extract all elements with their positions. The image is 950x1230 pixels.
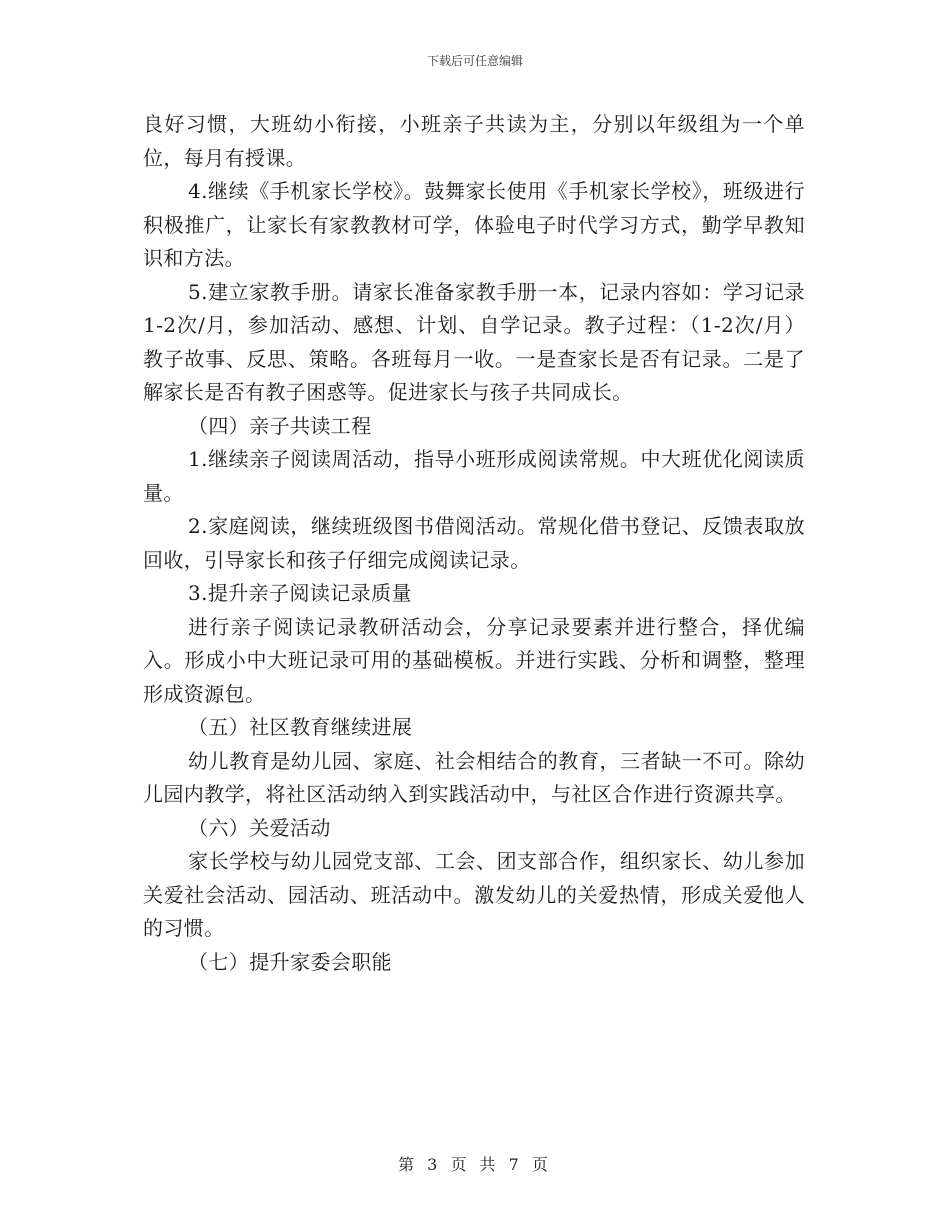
paragraph-6: 2.家庭阅读，继续班级图书借阅活动。常规化借书登记、反馈表取放回收，引导家长和孩子仔细完成阅读记录。 <box>143 514 805 572</box>
page-header: 下载后可任意编辑 <box>426 54 523 68</box>
paragraph-5: 1.继续亲子阅读周活动，指导小班形成阅读常规。中大班优化阅读质量。 <box>143 447 805 505</box>
page-footer: 第 3 页 共 7 页 <box>398 1155 552 1174</box>
paragraph-7: 3.提升亲子阅读记录质量 <box>188 581 412 605</box>
document-body <box>143 108 805 979</box>
section-heading-5: （五）社区教育继续进展 <box>188 715 413 739</box>
paragraph-1: 良好习惯，大班幼小衔接，小班亲子共读为主，分别以年级组为一个单位，每月有授课。 <box>143 112 805 170</box>
section-heading-4: （四）亲子共读工程 <box>188 413 372 438</box>
section-heading-7: （七）提升家委会职能 <box>188 949 392 974</box>
paragraph-12: 家长学校与幼儿园党支部、工会、团支部合作，组织家长、幼儿参加关爱社会活动、园活动、班活动中。激发幼儿的关爱热情，形成关爱他人的习惯。 <box>143 849 805 940</box>
paragraph-10: 幼儿教育是幼儿园、家庭、社会相结合的教育，三者缺一不可。除幼儿园内教学，将社区活动纳入到实践活动中，与社区合作进行资源共享。 <box>143 748 805 806</box>
paragraph-8: 进行亲子阅读记录教研活动会，分享记录要素并进行整合，择优编入。形成小中大班记录可用的基础模板。并进行实践、分析和调整，整理形成资源包。 <box>143 614 805 706</box>
paragraph-2: 4.继续《手机家长学校》。鼓舞家长使用《手机家长学校》，班级进行积极推广，让家长有家教教材可学，体验电子时代学习方式，勤学早教知识和方法。 <box>143 179 805 270</box>
paragraph-3: 5.建立家教手册。请家长准备家教手册一本，记录内容如：学习记录1-2次/月，参加活动、感想、计划、自学记录。教子过程：（1-2次/月）教子故事、反思、策略。各班每月一收。一是查家长是否有记录。二是了解家长是否有教子困惑等。促进家长与孩子共同成长。 <box>143 279 805 404</box>
section-heading-6: （六）关爱活动 <box>188 815 331 840</box>
